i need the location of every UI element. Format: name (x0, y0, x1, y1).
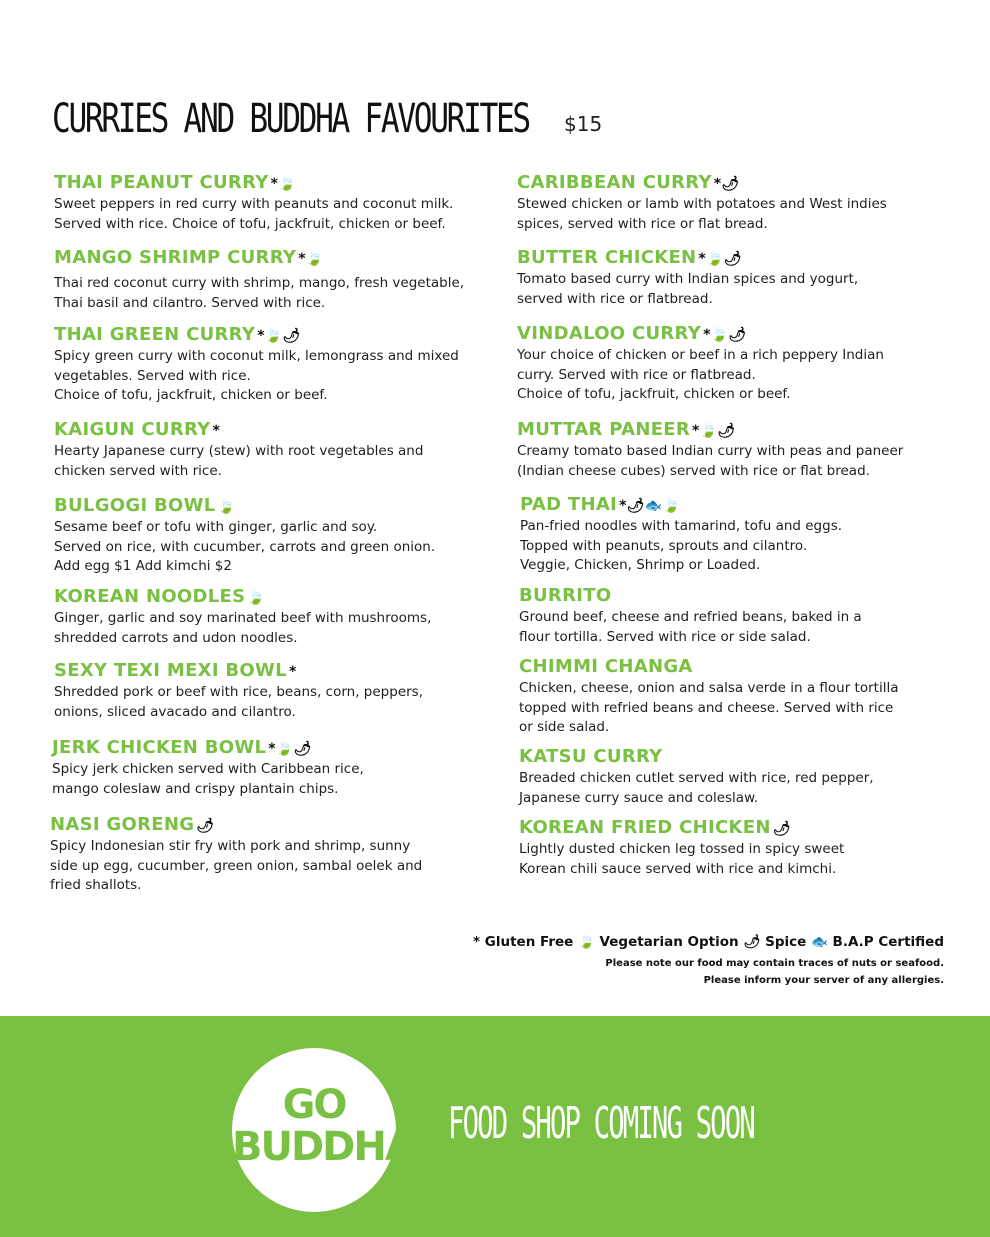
item-description: Pan-fried noodles with tamarind, tofu and eggs. Topped with peanuts, sprouts and cilantro. Veggie, Chicken, Shrimp or Loaded. (520, 518, 843, 573)
diet-icons: 🌶 (772, 821, 791, 837)
item-description: Sweet peppers in red curry with peanuts and coconut milk. Served with rice. Choice of tofu, jackfruit, chicken or beef. (54, 196, 454, 232)
item-name: KOREAN FRIED CHICKEN (519, 817, 771, 838)
diet-icons: *🍃🌶 (703, 327, 747, 343)
menu-item (519, 817, 959, 879)
menu-item (54, 172, 494, 234)
diet-icons: *🍃 (298, 251, 324, 267)
menu-item (52, 737, 492, 799)
item-name: VINDALOO CURRY (517, 323, 702, 344)
item-description: Tomato based curry with Indian spices and yogurt, served with rice or flatbread. (517, 271, 859, 307)
item-description: Shredded pork or beef with rice, beans, corn, peppers, onions, sliced avacado and cilantro. (54, 684, 423, 720)
item-description: Ground beef, cheese and refried beans, baked in a flour tortilla. Served with rice or side salad. (519, 609, 862, 645)
item-name: KATSU CURRY (519, 746, 663, 767)
item-name: THAI PEANUT CURRY (54, 172, 269, 193)
item-name: BULGOGI BOWL (54, 495, 216, 516)
allergy-note: Please note our food may contain traces of nuts or seafood. (605, 958, 944, 969)
diet-icons: *🍃🌶 (692, 423, 736, 439)
item-description: Spicy green curry with coconut milk, lemongrass and mixed vegetables. Served with rice. Choice of tofu, jackfruit, chicken or beef. (54, 348, 459, 403)
item-description: Ginger, garlic and soy marinated beef with mushrooms, shredded carrots and udon noodles. (54, 610, 432, 646)
diet-icons: 🍃 (247, 590, 266, 606)
diet-icons: * (212, 423, 221, 439)
item-name: CARIBBEAN CURRY (517, 172, 712, 193)
item-description: Spicy Indonesian stir fry with pork and shrimp, sunny side up egg, cucumber, green onion, sambal oelek and fried shallots. (50, 838, 423, 893)
item-name: SEXY TEXI MEXI BOWL (54, 660, 287, 681)
menu-item (54, 586, 494, 648)
menu-item (54, 419, 494, 481)
menu-item (54, 324, 494, 406)
menu-item (54, 495, 494, 577)
item-name: BURRITO (519, 585, 612, 606)
logo-line: GO (282, 1082, 346, 1128)
item-name: KOREAN NOODLES (54, 586, 246, 607)
diet-icons: * (288, 664, 297, 680)
menu-title (52, 96, 663, 142)
diet-icons: *🍃 (270, 176, 296, 192)
item-description: Chicken, cheese, onion and salsa verde in a flour tortilla topped with refried beans and cheese. Served with rice or side salad. (519, 680, 899, 735)
diet-icons: 🍃 (217, 499, 236, 515)
menu-item (519, 585, 959, 647)
diet-icons: *🌶 (713, 176, 740, 192)
menu-item (517, 419, 957, 481)
item-name: BUTTER CHICKEN (517, 247, 697, 268)
menu-item (54, 660, 494, 722)
item-description: Thai red coconut curry with shrimp, mango, fresh vegetable, Thai basil and cilantro. Served with rice. (54, 275, 465, 311)
section-heading: CURRIES AND BUDDHA FAVOURITES (52, 96, 529, 142)
logo-line: BUDDHA (232, 1124, 414, 1170)
item-name: NASI GORENG (50, 814, 195, 835)
menu-item (517, 172, 957, 234)
menu-item (517, 247, 957, 309)
go-buddha-logo (232, 1048, 414, 1212)
item-name: KAIGUN CURRY (54, 419, 211, 440)
item-description: Hearty Japanese curry (stew) with root vegetables and chicken served with rice. (54, 443, 424, 479)
footer-tagline: FOOD SHOP COMING SOON (448, 1098, 754, 1149)
item-description: Spicy jerk chicken served with Caribbean rice, mango coleslaw and crispy plantain chips. (52, 761, 364, 797)
diet-icons: *🌶🐟🍃 (619, 498, 681, 514)
menu-item (50, 814, 490, 896)
menu-item (520, 494, 960, 576)
diet-icons: *🍃🌶 (268, 741, 312, 757)
section-price: $15 (564, 112, 603, 136)
item-name: THAI GREEN CURRY (54, 324, 256, 345)
item-name: CHIMMI CHANGA (519, 656, 693, 677)
menu-item (519, 656, 959, 738)
diet-legend: * Gluten Free 🍃 Vegetarian Option 🌶 Spice 🐟 B.A.P Certified (473, 934, 944, 950)
menu-item (517, 323, 957, 405)
item-description: Lightly dusted chicken leg tossed in spicy sweet Korean chili sauce served with rice and kimchi. (519, 841, 845, 877)
item-description: Creamy tomato based Indian curry with peas and paneer (Indian cheese cubes) served with rice or flat bread. (517, 443, 904, 479)
diet-icons: *🍃🌶 (257, 328, 301, 344)
allergy-note: Please inform your server of any allergies. (703, 975, 944, 986)
item-name: JERK CHICKEN BOWL (52, 737, 267, 758)
item-description: Your choice of chicken or beef in a rich peppery Indian curry. Served with rice or flatbread. Choice of tofu, jackfruit, chicken or beef. (517, 347, 884, 402)
menu-item (54, 247, 494, 313)
diet-icons: *🍃🌶 (698, 251, 742, 267)
item-description: Sesame beef or tofu with ginger, garlic and soy. Served on rice, with cucumber, carrots and green onion. Add egg $1 Add kimchi $2 (54, 519, 436, 574)
item-name: PAD THAI (520, 494, 618, 515)
item-description: Stewed chicken or lamb with potatoes and West indies spices, served with rice or flat bread. (517, 196, 887, 232)
diet-icons: 🌶 (196, 818, 215, 834)
item-name: MUTTAR PANEER (517, 419, 691, 440)
item-name: MANGO SHRIMP CURRY (54, 247, 297, 268)
menu-item (519, 746, 959, 808)
item-description: Breaded chicken cutlet served with rice, red pepper, Japanese curry sauce and coleslaw. (519, 770, 874, 806)
